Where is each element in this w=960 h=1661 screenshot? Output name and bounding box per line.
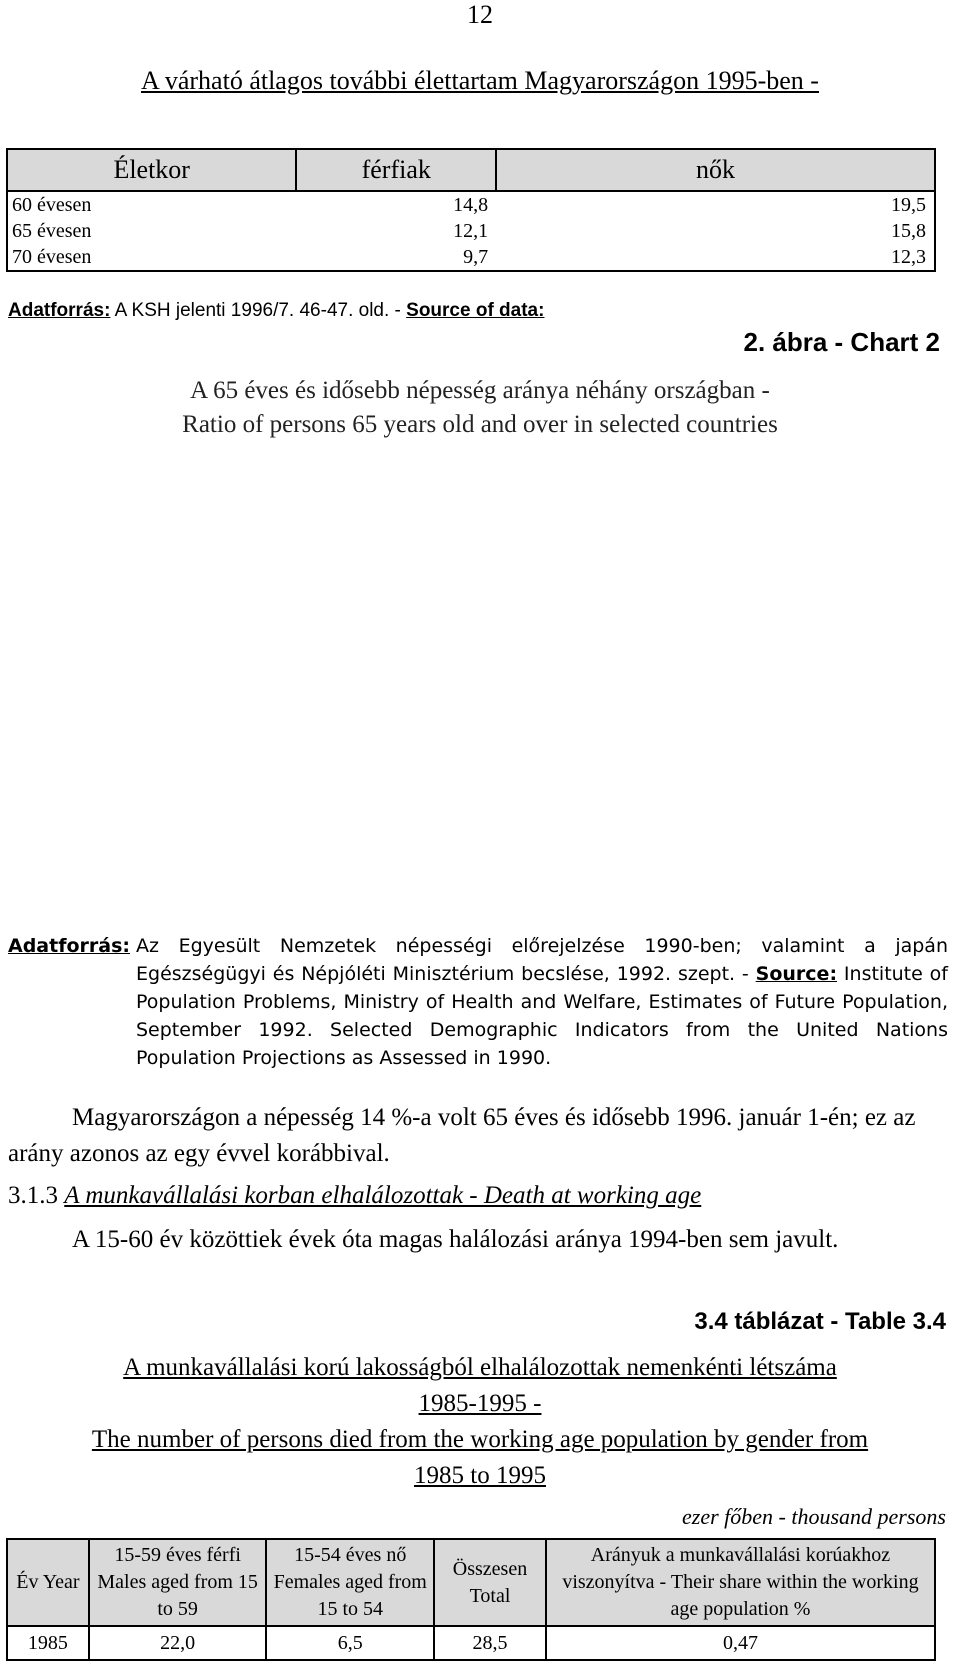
paragraph-mortality: A 15-60 év közöttiek évek óta magas halálozási aránya 1994-ben sem javult. [72,1226,839,1253]
chart-title-en: Ratio of persons 65 years old and over in selected countries [182,411,778,438]
table-label: 3.4 táblázat - Table 3.4 [694,1308,946,1335]
women-cell: 6,5 [266,1626,434,1660]
section-number: 3.1.3 [8,1182,58,1209]
page-number: 12 [467,0,493,29]
age-cell: 65 évesen [7,218,296,244]
source-text: A KSH jelenti 1996/7. 46-47. old. - [114,300,401,321]
women-cell: 15,8 [496,218,935,244]
year-cell: 1985 [7,1626,89,1660]
table-title-line2: 1985-1995 - [418,1390,542,1417]
men-cell: 12,1 [453,219,489,242]
men-cell: 14,8 [453,193,489,216]
header-total: Összesen Total [434,1539,546,1626]
table-row [7,244,935,271]
paragraph-population-share: Magyarországon a népesség 14 %-a volt 65 éves és idősebb 1996. január 1-én; ez az arány azonos az egy évvel korábbival. [8,1104,916,1167]
table-header-row [7,149,935,191]
source-text [136,932,948,1072]
header-share: Arányuk a munkavállalási korúakhoz viszonyítva - Their share within the working age population % [546,1539,935,1626]
header-women: nők [496,149,935,191]
source-of-data-link: Source of data: [406,300,545,321]
share-cell: 0,47 [546,1626,935,1660]
age-cell: 70 évesen [7,244,296,271]
header-men: 15-59 éves férfi Males aged from 15 to 59 [89,1539,267,1626]
header-year: Év Year [7,1539,89,1626]
table-row [7,1626,935,1660]
table-header-row [7,1539,935,1626]
header-age: Életkor [7,149,296,191]
source-label: Adatforrás: [8,300,111,321]
age-cell: 60 évesen [7,191,296,218]
source-word: Source: [755,963,838,985]
men-cell: 9,7 [296,244,496,271]
chart-label: 2. ábra - Chart 2 [743,327,940,357]
source-label: Adatforrás: [8,935,130,957]
life-expectancy-table [6,148,936,272]
chart-title [0,374,960,442]
women-cell: 19,5 [496,191,935,218]
chart-title-hu: A 65 éves és idősebb népesség aránya néhány országban - [190,377,770,404]
section-heading [8,1182,701,1210]
section-title: A munkavállalási korban elhalálozottak - Death at working age [64,1182,702,1209]
women-cell: 12,3 [496,244,935,271]
total-cell: 28,5 [434,1626,546,1660]
death-table [6,1538,936,1661]
unit-label: ezer főben - thousand persons [682,1504,946,1529]
source-text-hu: Az Egyesült Nemzetek népességi előrejelzése 1990-ben; valamint a japán Egészségügyi és Népjóléti Minisztérium becslése, 1992. szept. - [136,935,948,985]
header-women: 15-54 éves nő Females aged from 15 to 54 [266,1539,434,1626]
table-title-line3: The number of persons died from the working age population by gender from [91,1426,869,1453]
table-title-line4: 1985 to 1995 [414,1462,546,1489]
source-text-en: Institute of Population Problems, Ministry of Health and Welfare, Estimates of Future Population, September 1992. Selected Demographic Indicators from the United Nations Population Projections as Assessed in 1990. [136,963,949,1069]
table-row [7,218,935,244]
table-title-line1: A munkavállalási korú lakosságból elhalálozottak nemenkénti létszáma [123,1354,837,1381]
men-cell: 22,0 [89,1626,267,1660]
chart-source [8,932,948,1072]
header-men: férfiak [296,149,496,191]
life-table-source [8,300,544,322]
life-expectancy-title: A várható átlagos további élettartam Magyarországon 1995-ben - [141,66,819,95]
table-row [7,191,935,218]
